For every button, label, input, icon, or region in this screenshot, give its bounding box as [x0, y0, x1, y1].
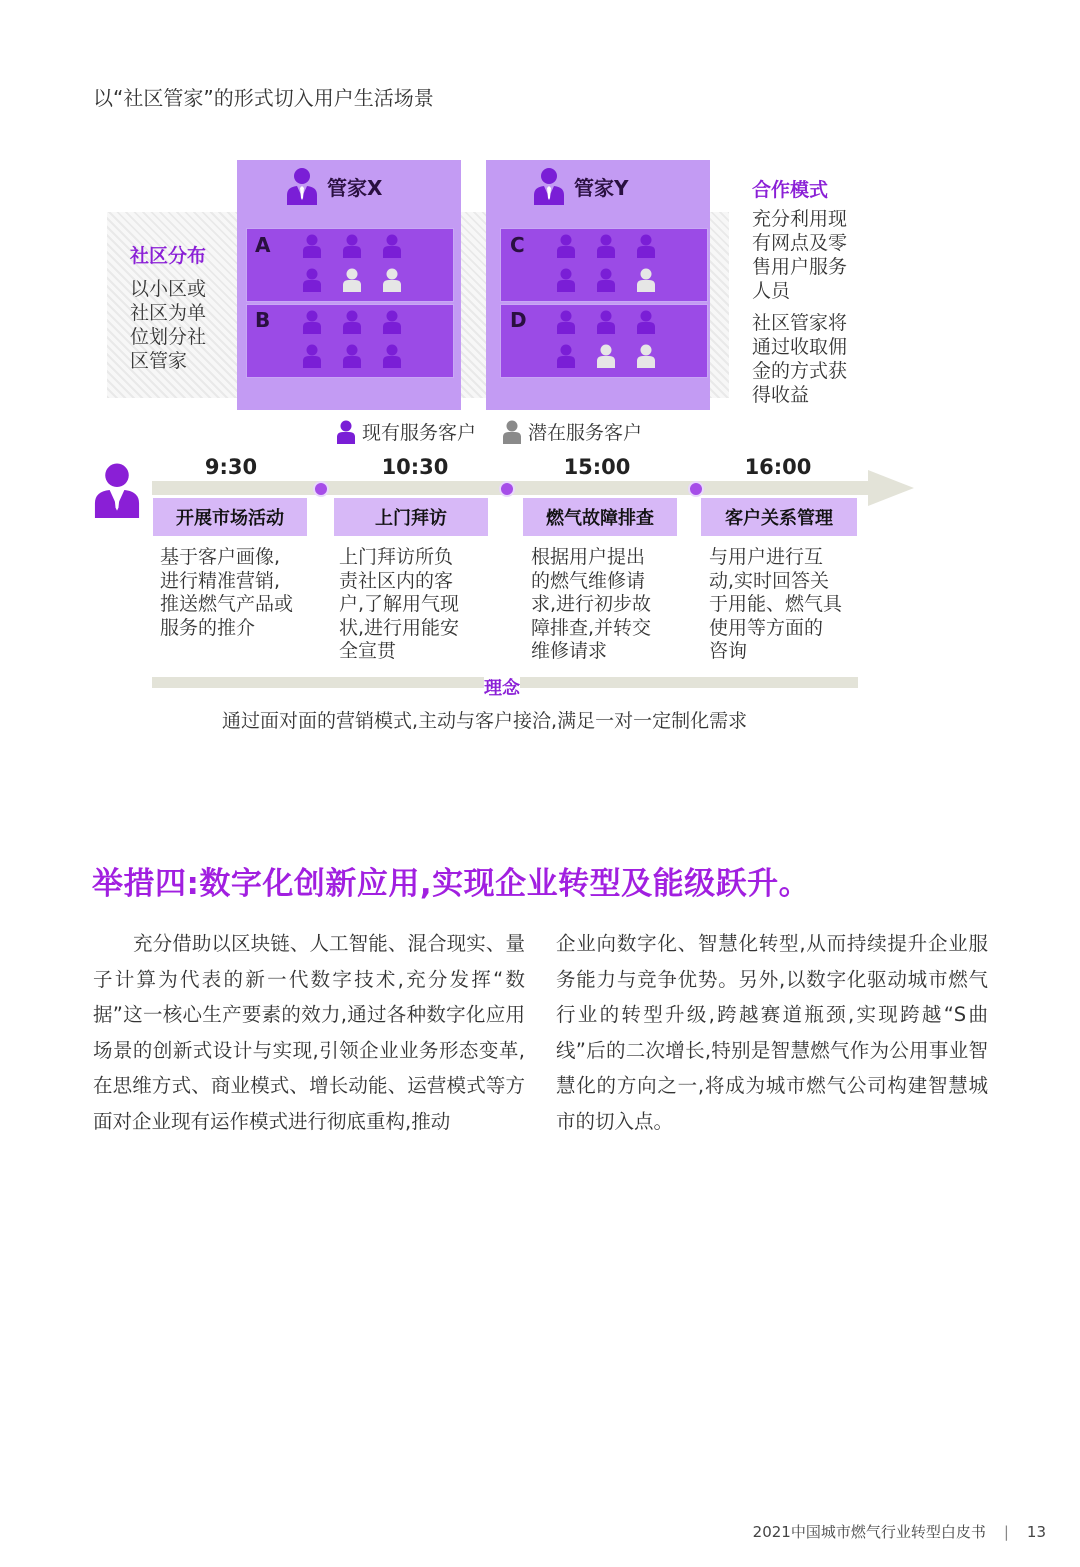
legend-existing — [336, 418, 476, 445]
activity-box-2: 上门拜访 — [334, 498, 488, 536]
existing-customer-icon — [342, 344, 362, 368]
cooperation-line: 通过收取佣 — [752, 336, 848, 358]
existing-customer-icon — [382, 344, 402, 368]
potential-customer-icon — [382, 268, 402, 292]
existing-customer-icon — [556, 234, 576, 258]
activity-box-1: 开展市场活动 — [153, 498, 307, 536]
activity-box-3: 燃气故障排查 — [523, 498, 677, 536]
existing-customer-icon — [636, 310, 656, 334]
potential-customer-icon — [636, 268, 656, 292]
potential-customer-icon — [342, 268, 362, 292]
steward-figure-icon — [92, 462, 142, 522]
desc-line: 的燃气维修请 — [531, 569, 646, 592]
desc-line: 进行精准营销, — [160, 569, 281, 592]
desc-line: 推送燃气产品或 — [160, 593, 294, 615]
desc-line: 使用等方面的 — [709, 616, 824, 639]
steward-y-label: 管家Y — [574, 175, 629, 200]
desc-line: 根据用户提出 — [531, 546, 646, 568]
activity-desc-3 — [531, 546, 651, 664]
potential-customer-icon — [596, 344, 616, 368]
activity-desc-2 — [339, 546, 459, 664]
steward-x-label: 管家X — [327, 175, 383, 200]
existing-customer-icon — [302, 344, 322, 368]
cooperation-text-2 — [752, 311, 847, 407]
page-footer — [753, 1521, 1046, 1542]
existing-customer-icon — [596, 234, 616, 258]
footer-separator: | — [1003, 1522, 1009, 1541]
section-heading: 举措四:数字化创新应用,实现企业转型及能级跃升。 — [92, 866, 811, 902]
steward-y-header — [532, 160, 628, 212]
zone-letter-c: C — [510, 233, 525, 257]
cooperation-line: 有网点及零 — [752, 232, 848, 254]
existing-customer-icon — [336, 420, 356, 444]
community-line: 区管家 — [130, 350, 188, 372]
community-title: 社区分布 — [130, 245, 207, 267]
zone-letter-d: D — [510, 308, 527, 332]
page-number: 13 — [1026, 1522, 1046, 1541]
existing-customer-icon — [636, 234, 656, 258]
cooperation-text-1 — [752, 207, 847, 303]
timeline-dot — [688, 481, 704, 497]
desc-line: 与用户进行互 — [709, 546, 824, 568]
existing-customer-icon — [596, 310, 616, 334]
activity-desc-1 — [160, 546, 293, 640]
potential-customer-icon — [636, 344, 656, 368]
community-line: 位划分社 — [130, 326, 207, 348]
time-1: 9:30 — [204, 455, 258, 479]
existing-customer-icon — [382, 234, 402, 258]
cooperation-line: 人员 — [752, 280, 791, 302]
time-2: 10:30 — [381, 455, 449, 479]
desc-line: 全宣贯 — [339, 640, 397, 662]
desc-line: 基于客户画像, — [160, 546, 281, 568]
existing-customer-icon — [302, 310, 322, 334]
desc-line: 维修请求 — [531, 640, 608, 662]
steward-icon — [285, 167, 319, 205]
legend-potential-label: 潜在服务客户 — [528, 422, 643, 444]
body-paragraph-left: 充分借助以区块链、人工智能、混合现实、量子计算为代表的新一代数字技术,充分发挥“数据”这一核心生产要素的效力,通过各种数字化应用场景的创新式设计与实现,引领企业业务形态变革,在思维方式、商业模式、增长动能、运营模式等方面对企业现有运作模式进行彻底重构,推动 — [93, 932, 525, 1133]
desc-line: 服务的推介 — [160, 616, 256, 639]
body-paragraph-right: 企业向数字化、智慧化转型,从而持续提升企业服务能力与竞争优势。另外,以数字化驱动城市燃气行业的转型升级,跨越赛道瓶颈,实现跨越“S曲线”后的二次增长,特别是智慧燃气作为公用事业智慧化的方向之一,将成为城市燃气公司构建智慧城市的切入点。 — [556, 932, 988, 1133]
zone-letter-a: A — [255, 233, 271, 257]
existing-customer-icon — [596, 268, 616, 292]
existing-customer-icon — [556, 268, 576, 292]
community-line: 社区为单 — [130, 302, 207, 324]
desc-line: 求,进行初步故 — [531, 593, 652, 615]
steward-icon — [532, 167, 566, 205]
existing-customer-icon — [302, 268, 322, 292]
cooperation-title: 合作模式 — [752, 179, 829, 201]
desc-line: 户,了解用气现 — [339, 593, 460, 615]
zone-letter-b: B — [255, 308, 271, 332]
cooperation-line: 社区管家将 — [752, 312, 848, 334]
timeline-dot — [313, 481, 329, 497]
existing-customer-icon — [556, 344, 576, 368]
cooperation-line: 售用户服务 — [752, 256, 848, 278]
existing-customer-icon — [556, 310, 576, 334]
existing-customer-icon — [302, 234, 322, 258]
existing-customer-icon — [342, 310, 362, 334]
desc-line: 咨询 — [709, 640, 748, 662]
idea-text: 通过面对面的营销模式,主动与客户接洽,满足一对一定制化需求 — [222, 710, 748, 732]
time-3: 15:00 — [563, 455, 631, 479]
timeline-dot — [499, 481, 515, 497]
steward-x-header — [285, 160, 382, 212]
desc-line: 障排查,并转交 — [531, 616, 652, 639]
footer-title: 2021中国城市燃气行业转型白皮书 — [752, 1523, 986, 1541]
activity-box-4: 客户关系管理 — [701, 498, 857, 536]
diagram-title: 以“社区管家”的形式切入用户生活场景 — [93, 86, 434, 110]
desc-line: 状,进行用能安 — [339, 616, 460, 639]
cooperation-line: 金的方式获 — [752, 360, 848, 382]
existing-customer-icon — [382, 310, 402, 334]
legend-potential — [502, 418, 642, 445]
potential-customer-icon — [502, 420, 522, 444]
cooperation-line: 得收益 — [752, 384, 810, 406]
desc-line: 责社区内的客 — [339, 569, 454, 592]
activity-desc-4 — [709, 546, 842, 664]
cooperation-line: 充分利用现 — [752, 208, 848, 230]
community-line: 以小区或 — [130, 278, 207, 300]
legend-existing-label: 现有服务客户 — [362, 422, 477, 444]
time-4: 16:00 — [744, 455, 812, 479]
community-text — [130, 277, 206, 373]
existing-customer-icon — [342, 234, 362, 258]
desc-line: 上门拜访所负 — [339, 546, 454, 568]
desc-line: 动,实时回答关 — [709, 569, 830, 592]
desc-line: 于用能、燃气具 — [709, 593, 843, 615]
idea-title: 理念 — [484, 674, 520, 700]
